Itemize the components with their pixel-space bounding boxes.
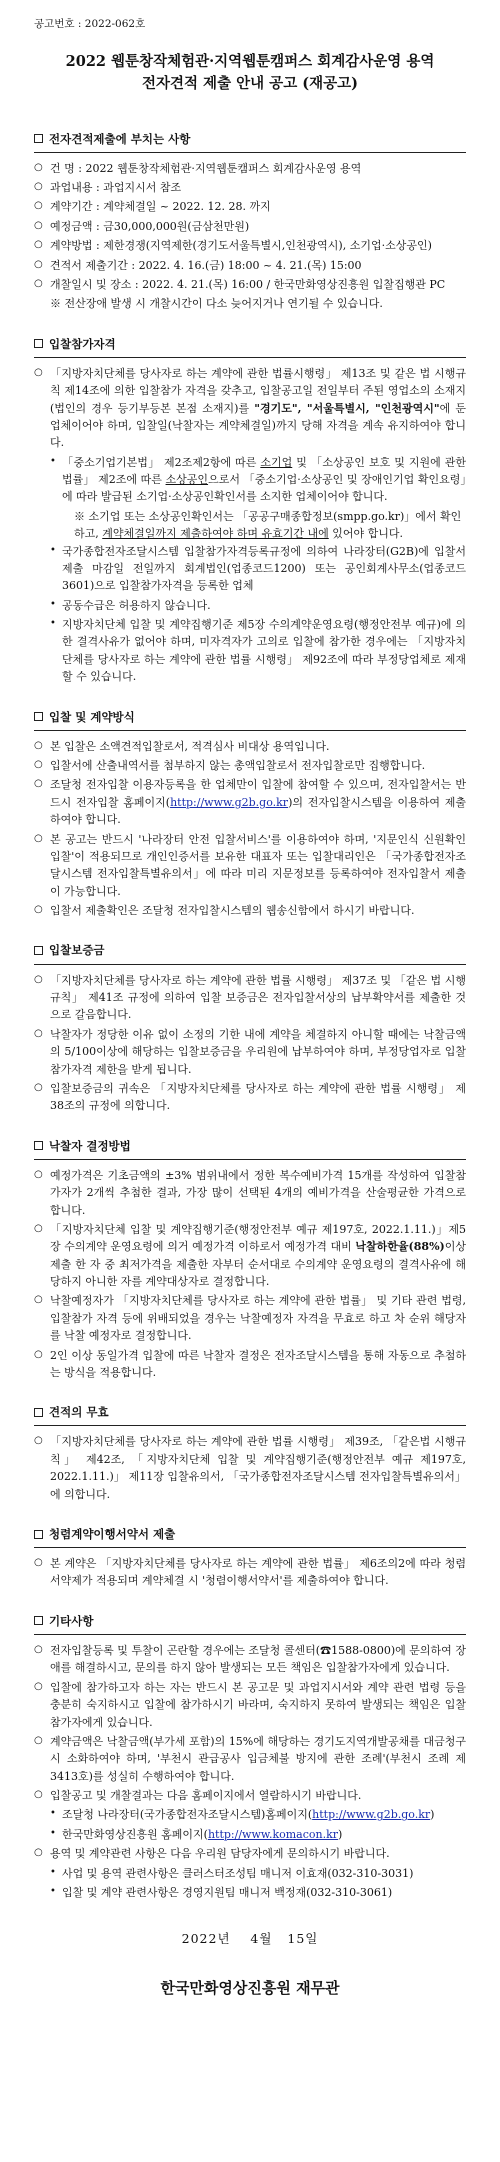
list-item: ○ 계약기간 : 계약체결일 ~ 2022. 12. 28. 까지 <box>34 200 271 214</box>
list-item: ○ 입찰공고 및 개찰결과는 다음 홈페이지에서 열람하시기 바랍니다. <box>34 1789 362 1803</box>
section-bid-bond <box>34 941 466 1114</box>
sub-item: • 「중소기업기본법」 제2조제2항에 따른 소기업 및 「소상공인 보호 및 지원에 관한 법률」 제2조에 따른 소상공인으로서 「중소기업·소상공인 및 장애인기업 확인요령」에 따라 발급된 소기업·소상공인확인서를 소지한 업체이어야 합니다. <box>50 455 466 504</box>
list-item: ○ 과업내용 : 과업지시서 참조 <box>34 181 182 195</box>
list-item: ○ 전자입찰등록 및 투찰이 곤란할 경우에는 조달청 콜센터(☎1588-0800)에 문의하여 장애를 해결하시고, 문의를 하지 않아 발생되는 모든 책임은 입찰참가자에게 있습니다. <box>34 1644 466 1675</box>
section-title: 기타사항 <box>49 1613 94 1628</box>
circle-bullet-icon: ○ <box>34 1644 43 1656</box>
page-title <box>34 51 466 96</box>
section-winner-decision <box>34 1137 466 1382</box>
list-item: ○ 본 계약은 「지방자치단체를 당사자로 하는 계약에 관한 법률」 제6조의2에 따라 청렴서약제가 적용되며 계약체결 시 '청렴이행서약서'를 제출하여야 합니다. <box>34 1557 466 1588</box>
dot-bullet-icon: • <box>50 618 56 630</box>
square-bullet-icon <box>34 1141 43 1150</box>
list-item: ○ 「지방자치단체를 당사자로 하는 계약에 관한 법률 시행령」 제37조 및 「같은 법 시행규칙」 제41조 규정에 의하여 입찰 보증금은 전자입찰서상의 납부확약서를 제출한 것으로 갈음합니다. <box>34 973 466 1022</box>
list-item: ○ 「지방자치단체를 당사자로 하는 계약에 관한 법률시행령」 제13조 및 같은 법 시행규칙 제14조에 의한 입찰참가 자격을 갖추고, 입찰공고일 전일부터 주된 영업소의 소재지(법인의 경우 등기부등본 본점 소재지)를 "경기도", "서울특별시, "인천광역시"에 둔 업체이어야 하며, 입찰일(낙찰자는 계약체결일)까지 당해 자격을 계속 유지하여야 합니다. <box>34 366 466 450</box>
divider <box>34 357 466 358</box>
title-line-2: 전자견적 제출 안내 공고 (재공고) <box>141 75 358 93</box>
divider <box>34 152 466 153</box>
list-item: ○ 예정금액 : 금30,000,000원(금삼천만원) <box>34 219 250 233</box>
sub-item: • 한국만화영상진흥원 홈페이지(http://www.komacon.kr) <box>50 1827 343 1841</box>
list-item: ○ 계약방법 : 제한경쟁(지역제한(경기도서울특별시,인천광역시), 소기업·소상공인) <box>34 239 432 253</box>
sub-item: • 조달청 나라장터(국가종합전자조달시스템)홈페이지(http://www.g2b.go.kr) <box>50 1808 435 1822</box>
divider <box>34 1425 466 1426</box>
list-item: ○ 입찰서 제출확인은 조달청 전자입찰시스템의 웹송신함에서 하시기 바랍니다. <box>34 904 415 918</box>
circle-bullet-icon: ○ <box>34 181 43 193</box>
dot-bullet-icon: • <box>50 1866 56 1878</box>
notice-number: 공고번호 : 2022-062호 <box>34 18 146 30</box>
divider <box>34 964 466 965</box>
circle-bullet-icon: ○ <box>34 759 43 771</box>
sub-item: • 공동수급은 허용하지 않습니다. <box>50 598 211 612</box>
list-item: ○ 2인 이상 동일가격 입찰에 따른 낙찰자 결정은 전자조달시스템을 통해 자동으로 추첨하는 방식을 적용합니다. <box>34 1348 466 1379</box>
issuer-signature: 한국만화영상진흥원 재무관 <box>160 1979 340 1998</box>
circle-bullet-icon: ○ <box>34 1734 43 1746</box>
circle-bullet-icon: ○ <box>34 973 43 985</box>
list-item: ○ 견적서 제출기간 : 2022. 4. 16.(금) 18:00 ~ 4. 21.(목) 15:00 <box>34 258 362 272</box>
circle-bullet-icon: ○ <box>34 161 43 173</box>
g2b-link[interactable]: http://www.g2b.go.kr <box>170 795 289 809</box>
list-item: ○ 계약금액은 낙찰금액(부가세 포함)의 15%에 해당하는 경기도지역개발공채를 대금청구 시 소화하여야 하며, '부천시 관급공사 입금체불 방지에 관한 조례'(부천시 조례 제3413호)를 성실히 수행하여야 합니다. <box>34 1734 466 1783</box>
dot-bullet-icon: • <box>50 544 56 556</box>
circle-bullet-icon: ○ <box>34 832 43 844</box>
list-item: ○ 입찰서에 산출내역서를 첨부하지 않는 총액입찰로서 전자입찰로만 집행합니다. <box>34 759 426 773</box>
circle-bullet-icon: ○ <box>34 258 43 270</box>
section-eligibility <box>34 335 466 686</box>
section-title: 낙찰자 결정방법 <box>49 1138 131 1153</box>
list-item: ○ 입찰에 참가하고자 하는 자는 반드시 본 공고문 및 과업지시서와 계약 관련 법령 등을 충분히 숙지하시고 입찰에 참가하시기 바라며, 숙지하지 못하여 발생되는 책임은 입찰참가자에게 있습니다. <box>34 1680 466 1729</box>
list-item: ○ 낙찰자가 정당한 이유 없이 소정의 기한 내에 계약을 체결하지 아니할 때에는 낙찰금액의 5/100이상에 해당하는 입찰보증금을 우리원에 납부하여야 하며, 부정당업자로 입찰 참가자격 제한을 받게 됩니다. <box>34 1027 466 1076</box>
section-integrity-pledge <box>34 1525 466 1590</box>
list-item: ○ 본 입찰은 소액견적입찰로서, 적격심사 비대상 용역입니다. <box>34 739 330 753</box>
divider <box>34 1547 466 1548</box>
circle-bullet-icon: ○ <box>34 277 43 289</box>
sub-item: • 입찰 및 계약 관련사항은 경영지원팀 매니저 백정재(032-310-3061) <box>50 1885 393 1899</box>
circle-bullet-icon: ○ <box>34 1168 43 1180</box>
circle-bullet-icon: ○ <box>34 1222 43 1234</box>
circle-bullet-icon: ○ <box>34 1680 43 1692</box>
sub-item: • 국가종합전자조달시스템 입찰참가자격등록규정에 의하여 나라장터(G2B)에 입찰서 제출 마감일 전일까지 회계법인(업종코드1200) 또는 공인회계사무소(업종코드3601)으로 입찰참가자격을 등록한 업체 <box>50 544 466 593</box>
list-item: ○ 용역 및 계약관련 사항은 다음 우리원 담당자에게 문의하시기 바랍니다. <box>34 1847 390 1861</box>
list-item: ○ 입찰보증금의 귀속은 「지방자치단체를 당사자로 하는 계약에 관한 법률 시행령」 제38조의 규정에 의합니다. <box>34 1081 466 1113</box>
dot-bullet-icon: • <box>50 1808 56 1820</box>
list-item: ○ 「지방자치단체 입찰 및 계약집행기준(행정안전부 예규 제197호, 2022.1.11.)」제5장 수의계약 운영요령에 의거 예정가격 이하로서 예정가격 대비 낙찰하한율(88%)이상 제출 한 자 중 최저가격을 제출한 자부터 순서대로 수의계약 운영요령의 결격사유에 해당하지 아니한 자를 계약대상자로 결정합니다. <box>34 1222 466 1289</box>
section-invalid-quote <box>34 1403 466 1503</box>
divider <box>34 1634 466 1635</box>
sub-item: • 지방자치단체 입찰 및 계약집행기준 제5장 수의계약운영요령(행정안전부 예규)에 의한 결격사유가 없어야 하며, 미자격자가 고의로 입찰에 참가한 경우에는 「지방자치단체를 당사자로 하는 계약에 관한 법률 시행령」 제92조에 따라 부정당업체로 제재할 수 있습니다. <box>50 618 466 684</box>
list-item: ○ 건 명 : 2022 웹툰창작체험관·지역웹툰캠퍼스 회계감사운영 용역 <box>34 161 362 175</box>
section-title: 입찰보증금 <box>49 943 105 958</box>
dot-bullet-icon: • <box>50 598 56 610</box>
circle-bullet-icon: ○ <box>34 1348 43 1360</box>
circle-bullet-icon: ○ <box>34 1435 43 1447</box>
section-title: 입찰참가자격 <box>49 336 116 351</box>
divider <box>34 730 466 731</box>
circle-bullet-icon: ○ <box>34 1557 43 1569</box>
section-title: 입찰 및 계약방식 <box>49 709 135 724</box>
circle-bullet-icon: ○ <box>34 1847 43 1859</box>
list-item: ○ 본 공고는 반드시 '나라장터 안전 입찰서비스'를 이용하여야 하며, '지문인식 신원확인 입찰'이 적용되므로 개인인증서를 보유한 대표자 또는 입찰대리인은 「국가종합전자조달시스템 전자입찰특별유의서」에 따라 미리 지문정보를 등록하여야 전자입찰서 제출이 가능합니다. <box>34 832 466 898</box>
circle-bullet-icon: ○ <box>34 1294 43 1306</box>
section-other <box>34 1612 466 1901</box>
g2b-link[interactable]: http://www.g2b.go.kr <box>312 1808 431 1822</box>
note-text: ※ 전산장애 발생 시 개찰시간이 다소 늦어지거나 연기될 수 있습니다. <box>50 297 383 311</box>
circle-bullet-icon: ○ <box>34 1789 43 1801</box>
list-item: ○ 예정가격은 기초금액의 ±3% 범위내에서 정한 복수예비가격 15개를 작성하여 입찰참가자가 2개씩 추첨한 결과, 가장 많이 선택된 4개의 예비가격을 산술평균한 가격으로 합니다. <box>34 1168 466 1217</box>
circle-bullet-icon: ○ <box>34 739 43 751</box>
section-title: 청렴계약이행서약서 제출 <box>49 1526 176 1541</box>
sub-item: • 사업 및 용역 관련사항은 클러스터조성팀 매니저 이효재(032-310-3031) <box>50 1866 414 1880</box>
komacon-link[interactable]: http://www.komacon.kr <box>207 1827 339 1841</box>
square-bullet-icon <box>34 1616 43 1625</box>
circle-bullet-icon: ○ <box>34 366 43 378</box>
circle-bullet-icon: ○ <box>34 239 43 251</box>
square-bullet-icon <box>34 134 43 143</box>
dot-bullet-icon: • <box>50 455 56 467</box>
square-bullet-icon <box>34 946 43 955</box>
square-bullet-icon <box>34 712 43 721</box>
dot-bullet-icon: • <box>50 1827 56 1839</box>
section-title: 전자견적제출에 부치는 사항 <box>49 131 191 146</box>
circle-bullet-icon: ○ <box>34 778 43 790</box>
note-text: ※ 소기업 또는 소상공인확인서는 「공공구매종합정보(smpp.go.kr)」에서 확인하고, 계약체결일까지 제출하여야 하며 유효기간 내에 있어야 합니다. <box>74 509 462 541</box>
list-item: ○ 개찰일시 및 장소 : 2022. 4. 21.(목) 16:00 / 한국만화영상진흥원 입찰집행관 PC <box>34 277 446 291</box>
section-summary <box>34 130 466 313</box>
list-item: ○ 낙찰예정자가 「지방자치단체를 당사자로 하는 계약에 관한 법률」 및 기타 관련 법령, 입찰참가 자격 등에 위배되었을 경우는 낙찰예정자 자격을 무효로 하고 차 순위 해당자를 낙찰 예정자로 결정합니다. <box>34 1294 466 1343</box>
square-bullet-icon <box>34 1408 43 1417</box>
circle-bullet-icon: ○ <box>34 1027 43 1039</box>
circle-bullet-icon: ○ <box>34 200 43 212</box>
circle-bullet-icon: ○ <box>34 219 43 231</box>
square-bullet-icon <box>34 1530 43 1539</box>
list-item: ○ 「지방자치단체를 당사자로 하는 계약에 관한 법률 시행령」 제39조, 「같은법 시행규칙」 제42조, 「지방자치단체 입찰 및 계약집행기준(행정안전부 예규 제197호, 2022.1.11.)」 제11장 입찰유의서, 「국가종합전자조달시스템 전자입찰특별유의서」에 의합니다. <box>34 1435 466 1501</box>
divider <box>34 1159 466 1160</box>
notice-date: 2022년 4월 15일 <box>181 1931 319 1947</box>
circle-bullet-icon: ○ <box>34 1081 43 1093</box>
title-line-1: 2022 웹툰창작체험관·지역웹툰캠퍼스 회계감사운영 용역 <box>65 52 435 70</box>
section-bidding-method <box>34 708 466 920</box>
square-bullet-icon <box>34 339 43 348</box>
circle-bullet-icon: ○ <box>34 904 43 916</box>
section-title: 견적의 무효 <box>49 1405 109 1420</box>
dot-bullet-icon: • <box>50 1885 56 1897</box>
list-item: ○ 조달청 전자입찰 이용자등록을 한 업체만이 입찰에 참여할 수 있으며, 전자입찰서는 반드시 전자입찰 홈페이지(http://www.g2b.go.kr)의 전자입찰시스템을 이용하여 제출하여야 합니다. <box>34 778 467 827</box>
